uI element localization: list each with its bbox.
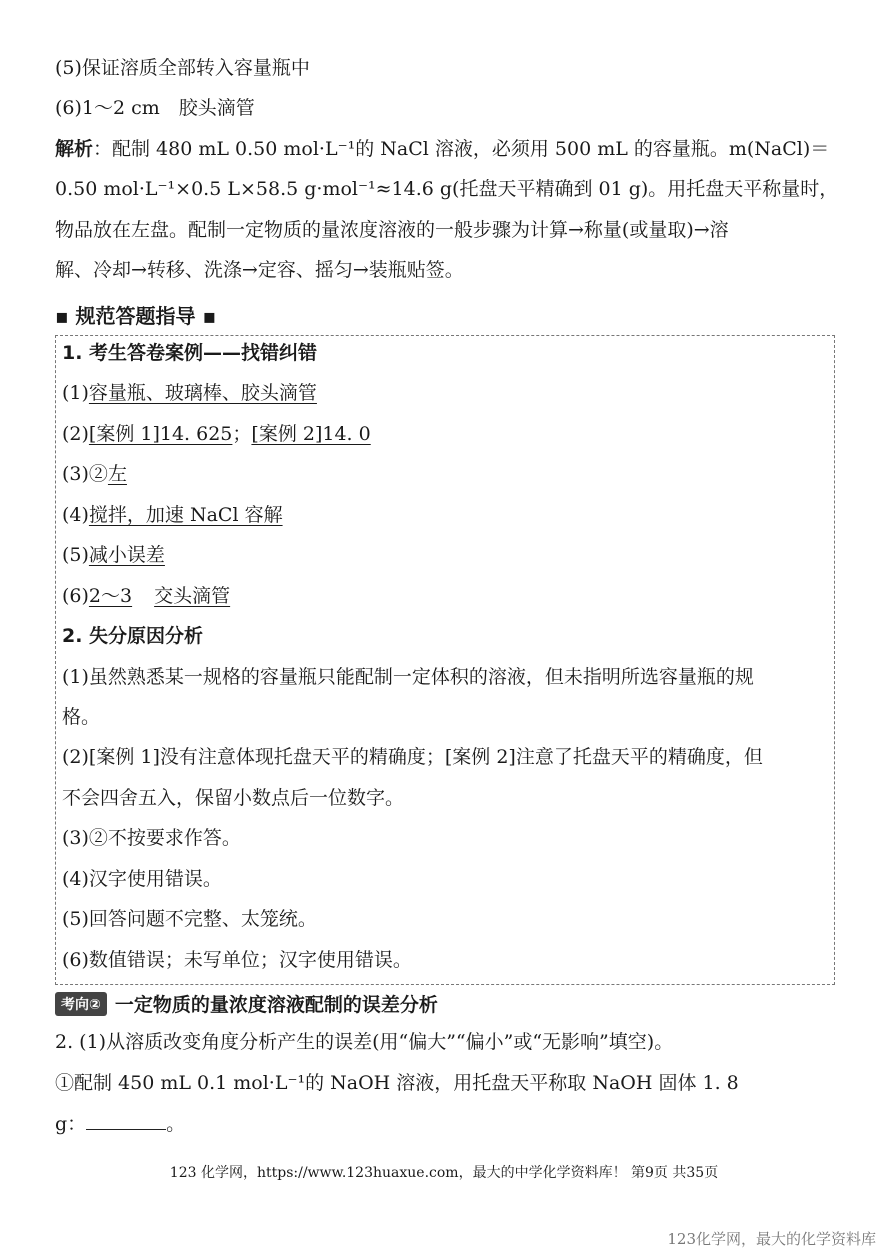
page-footer: 123 化学网，https://www.123huaxue.com，最大的中学化学资料库！ 第9页 共35页 <box>169 1165 719 1181</box>
reason-2-line-1: (2)[案例 1]没有注意体现托盘天平的精确度；[案例 2]注意了托盘天平的精确度，但 <box>62 746 763 768</box>
question-line-1: 2. (1)从溶质改变角度分析产生的误差(用“偏大”“偏小”或“无影响”填空)。 <box>55 1031 674 1053</box>
box-heading-2: 2. 失分原因分析 <box>62 625 204 647</box>
reason-3: (3)②不按要求作答。 <box>62 827 241 849</box>
topic-tag: 考向② <box>55 992 107 1016</box>
case-1-num: (1) <box>62 382 89 404</box>
answer-guidance-box <box>55 335 835 985</box>
case-6-answer-b: 交头滴管 <box>154 585 231 607</box>
case-3-marker: ② <box>88 463 108 485</box>
case-6-answer-a: 2～3 <box>88 585 133 607</box>
case-line-4 <box>62 503 283 527</box>
case-line-6 <box>62 584 230 608</box>
reason-1-line-1: (1)虽然熟悉某一规格的容量瓶只能配制一定体积的溶液，但未指明所选容量瓶的规 <box>62 666 754 688</box>
answer-blank[interactable] <box>86 1111 166 1130</box>
case-5-num: (5) <box>62 544 89 566</box>
explanation-text-1: ：配制 480 mL 0.50 mol·L⁻¹的 NaCl 溶液，必须用 500 mL 的容量瓶。m(NaCl)＝ <box>93 138 830 160</box>
reason-5: (5)回答问题不完整、太笼统。 <box>62 908 317 930</box>
case-1-answer: 容量瓶、玻璃棒、胶头滴管 <box>88 382 317 404</box>
case-4-num: (4) <box>62 504 89 526</box>
watermark: 123化学网，最大的化学资料库 <box>667 1230 876 1248</box>
case-line-1 <box>62 381 317 405</box>
case-2-answer-a: [案例 1]14. 625 <box>88 423 233 445</box>
topic-title: 一定物质的量浓度溶液配制的误差分析 <box>114 994 438 1016</box>
case-line-3 <box>62 462 127 486</box>
case-3-num: (3) <box>62 463 89 485</box>
question-line-3 <box>55 1111 185 1136</box>
case-6-num: (6) <box>62 585 89 607</box>
answer-line-5: (5)保证溶质全部转入容量瓶中 <box>55 57 310 79</box>
section-title: ▪ 规范答题指导 ▪ <box>55 304 217 328</box>
case-2-sep: ； <box>232 423 252 445</box>
case-3-answer: 左 <box>107 463 127 485</box>
question-line-2: ①配制 450 mL 0.1 mol·L⁻¹的 NaOH 溶液，用托盘天平称取 NaOH 固体 1. 8 <box>55 1072 739 1094</box>
case-2-num: (2) <box>62 423 89 445</box>
explanation-label: 解析 <box>55 138 94 160</box>
reason-2-line-2: 不会四舍五入，保留小数点后一位数字。 <box>62 787 405 809</box>
question-end: 。 <box>166 1113 186 1135</box>
reason-1-line-2: 格。 <box>62 706 101 728</box>
question-unit: g： <box>55 1113 87 1135</box>
box-heading-1: 1. 考生答卷案例——找错纠错 <box>62 342 318 364</box>
case-line-5 <box>62 543 165 567</box>
answer-line-6: (6)1～2 cm 胶头滴管 <box>55 97 255 119</box>
case-2-answer-b: [案例 2]14. 0 <box>251 423 371 445</box>
case-4-answer: 搅拌，加速 NaCl 容解 <box>88 504 283 526</box>
explanation-line-2: 0.50 mol·L⁻¹×0.5 L×58.5 g·mol⁻¹≈14.6 g(托盘天平精确到 01 g)。用托盘天平称量时， <box>55 178 839 200</box>
topic-header <box>55 990 438 1017</box>
case-5-answer: 减小误差 <box>88 544 165 566</box>
explanation-line-3: 物品放在左盘。配制一定物质的量浓度溶液的一般步骤为计算→称量(或量取)→溶 <box>55 219 729 241</box>
case-line-2 <box>62 422 371 446</box>
explanation-line-4: 解、冷却→转移、洗涤→定容、摇匀→装瓶贴签。 <box>55 259 464 281</box>
reason-6: (6)数值错误；未写单位；汉字使用错误。 <box>62 949 412 971</box>
explanation-line-1 <box>55 137 829 161</box>
reason-4: (4)汉字使用错误。 <box>62 868 222 890</box>
